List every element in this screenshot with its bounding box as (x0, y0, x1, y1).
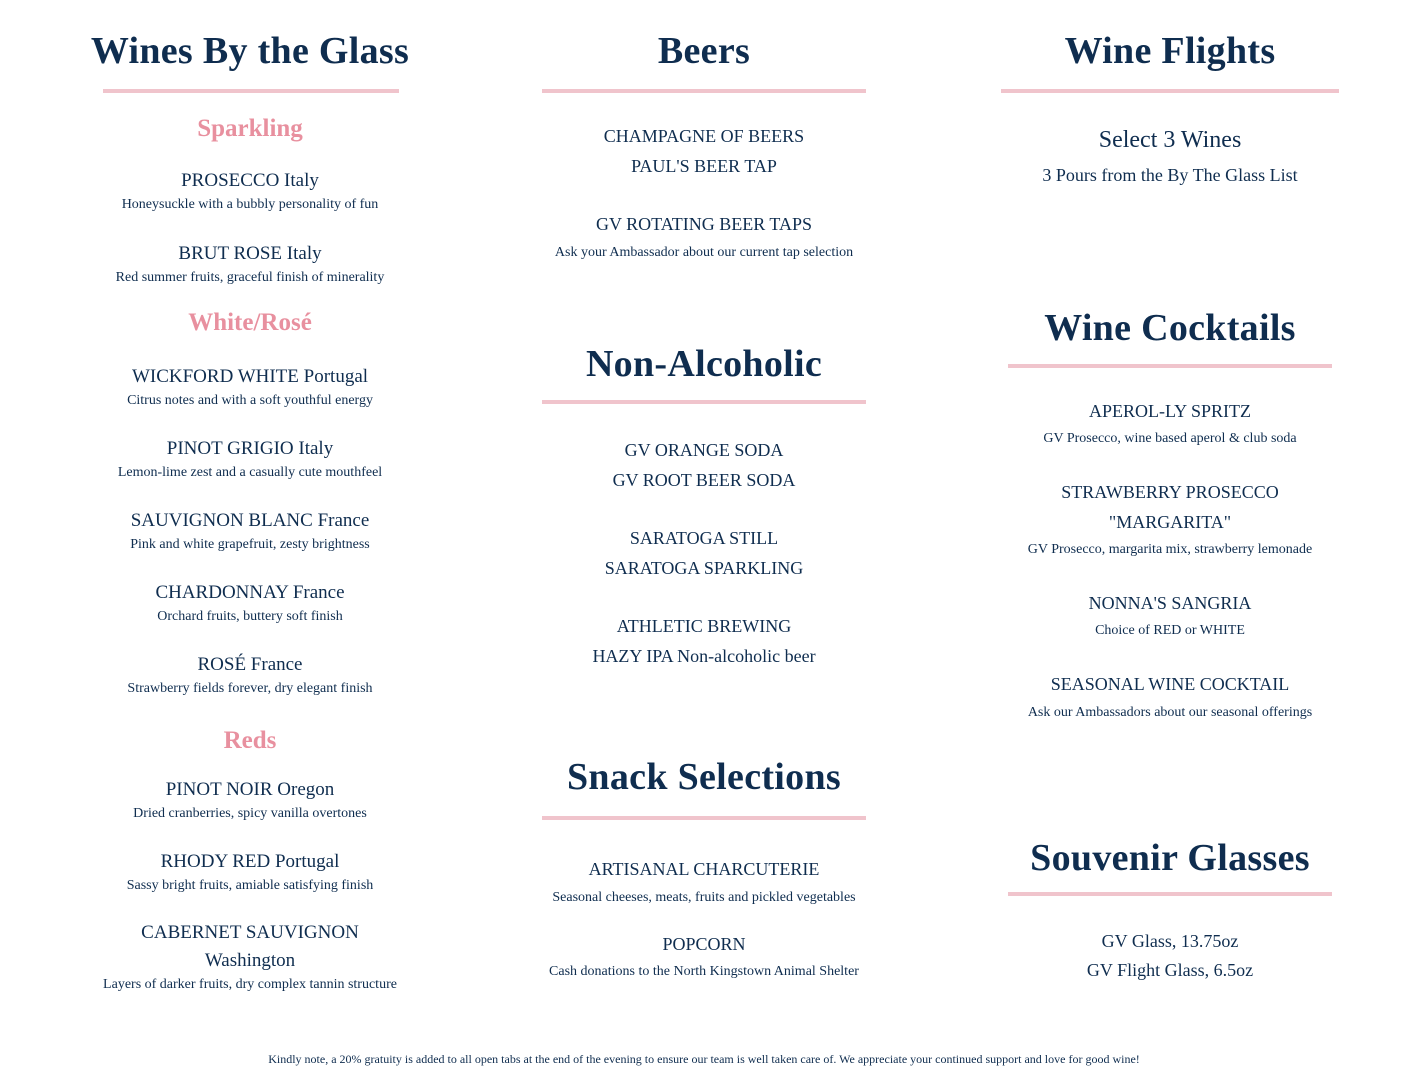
cocktail-name: APEROL-LY SPRITZ (1088, 401, 1252, 421)
flight-headline: Select 3 Wines (1098, 127, 1242, 153)
title-rule (542, 400, 866, 404)
sparkling-label: Sparkling (197, 115, 303, 142)
title-rule (542, 816, 866, 820)
wine-desc: Lemon-lime zest and a casually cute mouthfeel (117, 465, 383, 480)
cocktail-name: STRAWBERRY PROSECCO (1061, 482, 1279, 502)
wine-flights-title: Wine Flights (1064, 30, 1276, 72)
drink-item: SARATOGA STILL (629, 528, 779, 548)
wine-name: RHODY RED Portugal (160, 851, 340, 872)
wine-name: PINOT GRIGIO Italy (166, 438, 334, 459)
gratuity-note: Kindly note, a 20% gratuity is added to all open tabs at the end of the evening to ensure our team is well taken care of. We appreciate your continued support and love for good wine! (268, 1052, 1140, 1066)
title-rule (1008, 892, 1332, 896)
wine-cocktails-title: Wine Cocktails (1044, 307, 1296, 349)
flight-desc: 3 Pours from the By The Glass List (1042, 165, 1298, 185)
title-rule (1001, 89, 1339, 93)
cocktail-name: "MARGARITA" (1108, 512, 1232, 532)
cocktail-desc: Ask our Ambassadors about our seasonal offerings (1027, 705, 1313, 720)
cocktail-name: NONNA'S SANGRIA (1088, 593, 1252, 613)
snack-name: POPCORN (662, 934, 746, 954)
drink-item: HAZY IPA Non-alcoholic beer (592, 646, 816, 666)
wine-desc: Dried cranberries, spicy vanilla overtones (133, 806, 367, 821)
snacks-title: Snack Selections (567, 756, 841, 798)
cocktail-desc: Choice of RED or WHITE (1095, 623, 1245, 638)
drink-item: SARATOGA SPARKLING (604, 558, 804, 578)
wine-desc: Layers of darker fruits, dry complex tannin structure (103, 977, 397, 992)
cocktail-desc: GV Prosecco, margarita mix, strawberry lemonade (1027, 542, 1313, 557)
snack-desc: Cash donations to the North Kingstown Animal Shelter (549, 964, 859, 979)
wine-name: SAUVIGNON BLANC France (130, 510, 370, 531)
title-rule (542, 89, 866, 93)
beer-item: GV ROTATING BEER TAPS (596, 214, 812, 234)
wine-desc: Citrus notes and with a soft youthful energy (127, 393, 373, 408)
wine-desc: Sassy bright fruits, amiable satisfying finish (126, 878, 374, 893)
souvenir-item: GV Glass, 13.75oz (1101, 931, 1239, 951)
wine-region: Washington (204, 950, 296, 971)
wine-name: CABERNET SAUVIGNON (141, 922, 359, 943)
wine-name: PROSECCO Italy (181, 170, 319, 191)
drink-item: ATHLETIC BREWING (616, 616, 792, 636)
snack-desc: Seasonal cheeses, meats, fruits and pickled vegetables (552, 890, 856, 905)
souvenir-item: GV Flight Glass, 6.5oz (1086, 960, 1254, 980)
wine-desc: Strawberry fields forever, dry elegant finish (127, 681, 373, 696)
white-rose-label: White/Rosé (188, 309, 312, 336)
cocktail-name: SEASONAL WINE COCKTAIL (1050, 674, 1290, 694)
beer-item: PAUL'S BEER TAP (631, 156, 777, 176)
beer-desc: Ask your Ambassador about our current tap selection (554, 245, 854, 260)
wine-desc: Pink and white grapefruit, zesty brightness (130, 537, 370, 552)
title-rule (1008, 364, 1332, 368)
beer-item: CHAMPAGNE OF BEERS (603, 126, 805, 146)
wine-name: CHARDONNAY France (155, 582, 345, 603)
reds-label: Reds (223, 727, 277, 754)
drink-item: GV ORANGE SODA (624, 440, 784, 460)
beers-title: Beers (657, 30, 751, 72)
wine-name: BRUT ROSE Italy (178, 243, 322, 264)
non-alcoholic-title: Non-Alcoholic (585, 343, 823, 385)
wine-desc: Honeysuckle with a bubbly personality of fun (121, 197, 379, 212)
snack-name: ARTISANAL CHARCUTERIE (588, 859, 820, 879)
title-rule (103, 89, 399, 93)
wines-by-glass-title: Wines By the Glass (90, 30, 410, 72)
wine-desc: Orchard fruits, buttery soft finish (157, 609, 343, 624)
wine-name: ROSÉ France (197, 654, 303, 675)
wine-desc: Red summer fruits, graceful finish of minerality (115, 270, 385, 285)
wine-name: PINOT NOIR Oregon (165, 779, 335, 800)
wine-name: WICKFORD WHITE Portugal (131, 366, 369, 387)
cocktail-desc: GV Prosecco, wine based aperol & club soda (1043, 431, 1297, 446)
souvenir-title: Souvenir Glasses (1030, 837, 1310, 879)
drink-item: GV ROOT BEER SODA (612, 470, 796, 490)
